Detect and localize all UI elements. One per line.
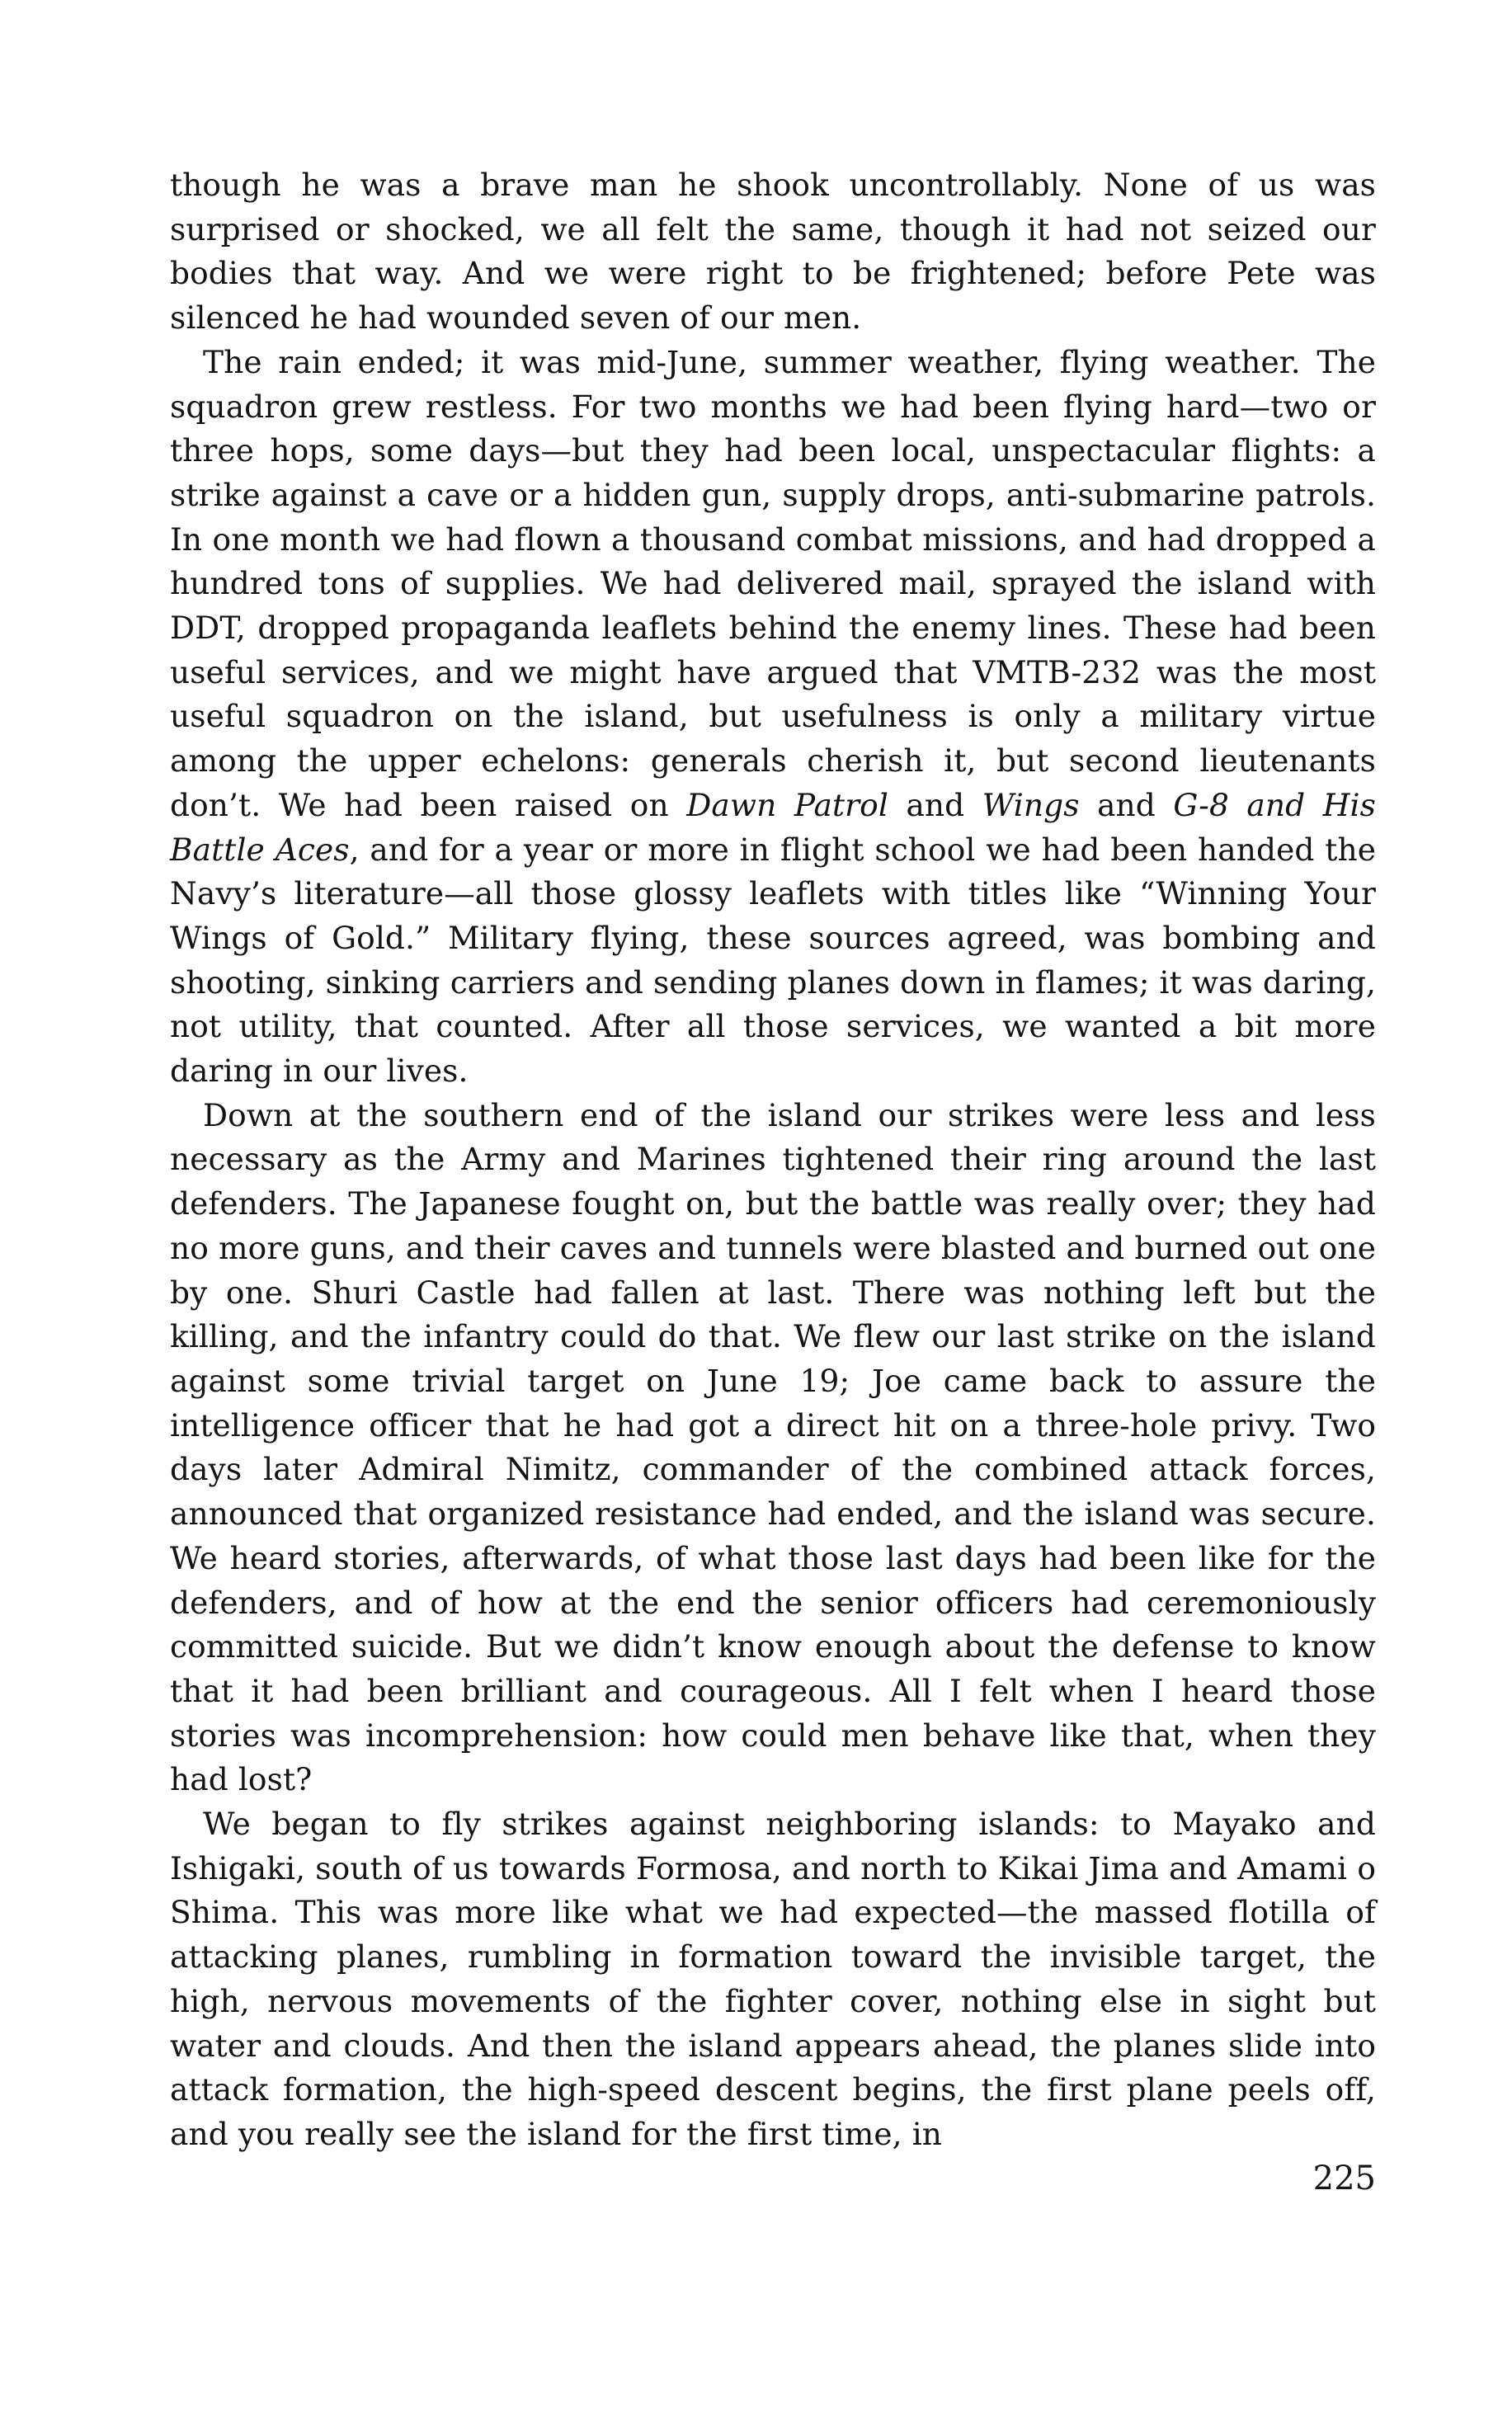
paragraph-2-text-b: and: [888, 786, 982, 823]
page-number: 225: [1312, 2160, 1376, 2197]
paragraph-4: [170, 1802, 1376, 2157]
paragraph-3: [170, 1094, 1376, 1802]
paragraph-4-text: We began to fly strikes against neighboring islands: to Mayako and Ishigaki, south of us towards Formosa, and north to Kikai Jima and Amami o Shima. This was more like what we had expected—the massed flotilla of attacking planes, rumbling in formation toward the invisible target, the high, nervous movements of the fighter cover, nothing else in sight but water and clouds. And then the island appears ahead, the planes slide into attack formation, the high-speed descent begins, the first plane peels off, and you really see the island for the first time, in: [170, 1806, 1376, 2152]
paragraph-2: [170, 341, 1376, 1094]
title-wings: Wings: [982, 786, 1080, 823]
title-g8-battle-aces: G-8 and His Battle Aces: [170, 786, 1376, 868]
title-dawn-patrol: Dawn Patrol: [686, 786, 888, 823]
paragraph-1: [170, 163, 1376, 341]
body-text: [170, 163, 1376, 2157]
paragraph-2-text-c: and: [1079, 786, 1174, 823]
paragraph-3-text: Down at the southern end of the island our strikes were less and less necessary as the Army and Marines tightened their ring around the last defenders. The Japanese fought on, but the battle was really over; they had no more guns, and their caves and tunnels were blasted and burned out one by one. Shuri Castle had fallen at last. There was nothing left but the killing, and the infantry could do that. We flew our last strike on the island against some trivial target on June 19; Joe came back to assure the intelligence officer that he had got a direct hit on a three-hole privy. Two days later Admiral Nimitz, commander of the combined attack forces, announced that organized resistance had ended, and the island was secure. We heard stories, afterwards, of what those last days had been like for the defenders, and of how at the end the senior officers had ceremoniously committed suicide. But we didn’t know enough about the defense to know that it had been brilliant and courageous. All I felt when I heard those stories was incomprehension: how could men behave like that, when they had lost?: [170, 1096, 1376, 1798]
paragraph-2-text-a: The rain ended; it was mid-June, summer weather, flying weather. The squadron grew restless. For two months we had been flying hard—two or three hops, some days—but they had been local, unspectacular flights: a strike against a cave or a hidden gun, supply drops, anti-submarine patrols. In one month we had flown a thousand combat missions, and had dropped a hundred tons of supplies. We had delivered mail, sprayed the island with DDT, dropped propaganda leaflets behind the enemy lines. These had been useful services, and we might have argued that VMTB-232 was the most useful squadron on the island, but usefulness is only a military virtue among the upper echelons: generals cherish it, but second lieutenants don’t. We had been raised on: [170, 343, 1376, 823]
paragraph-2-text-d: , and for a year or more in flight school we had been handed the Navy’s literature—all those glossy leaflets with titles like “Winning Your Wings of Gold.” Military flying, these sources agreed, was bombing and shooting, sinking carriers and sending planes down in flames; it was daring, not utility, that counted. After all those services, we wanted a bit more daring in our lives.: [170, 831, 1376, 1090]
paragraph-1-text: though he was a brave man he shook uncontrollably. None of us was surprised or shocked, we all felt the same, though it had not seized our bodies that way. And we were right to be frightened; before Pete was silenced he had wounded seven of our men.: [170, 167, 1376, 337]
